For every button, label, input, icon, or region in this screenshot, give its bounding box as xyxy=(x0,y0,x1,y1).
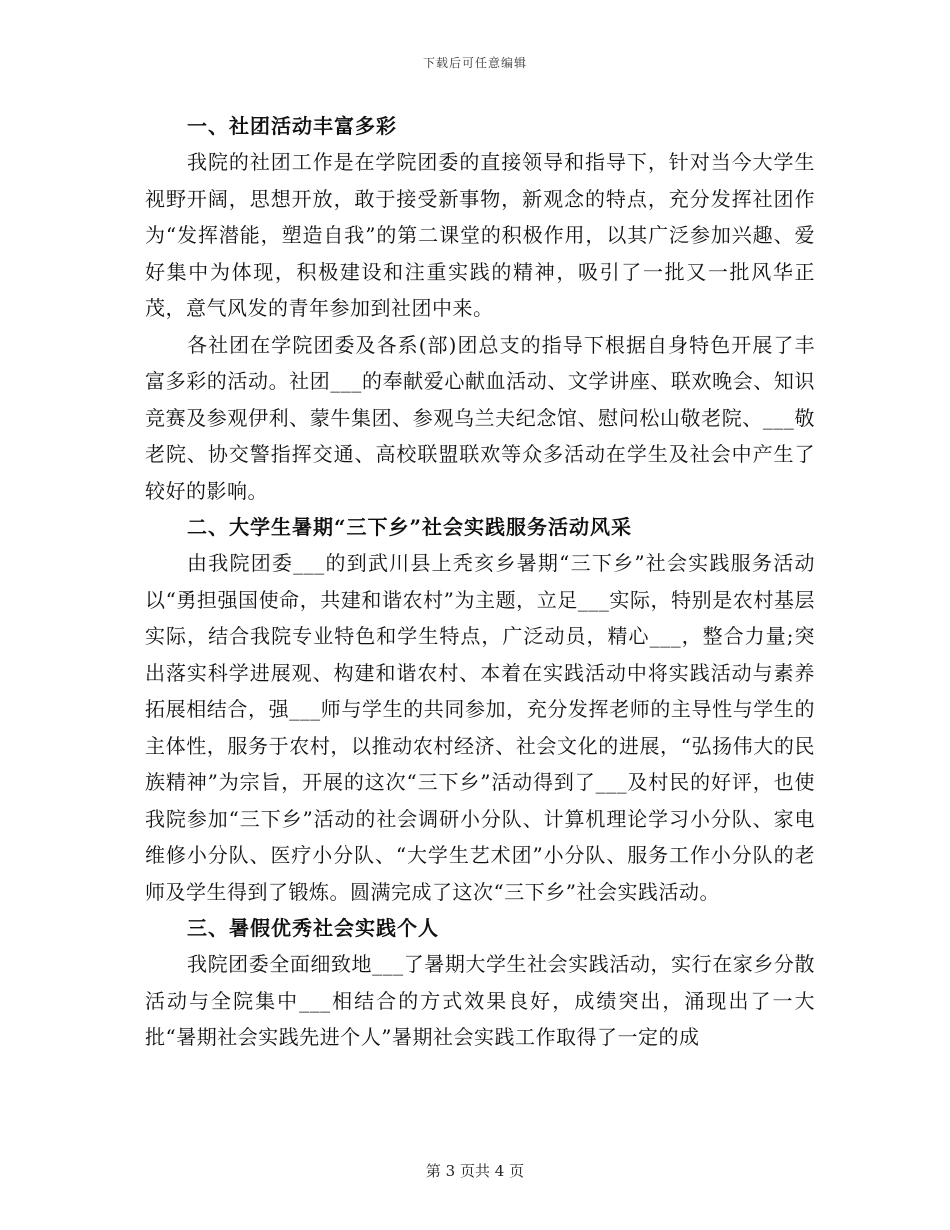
paragraph: 我院团委全面细致地___了暑期大学生社会实践活动，实行在家乡分散活动与全院集中___相结合的方式效果良好，成绩突出，涌现出了一大批“暑期社会实践先进个人”暑期社会实践工作取得了一定的成 xyxy=(145,952,815,1049)
paragraph: 各社团在学院团委及各系(部)团总支的指导下根据自身特色开展了丰富多彩的活动。社团___的奉献爱心献血活动、文学讲座、联欢晚会、知识竞赛及参观伊利、蒙牛集团、参观乌兰夫纪念馆、慰问松山敬老院、___敬老院、协交警指挥交通、高校联盟联欢等众多活动在学生及社会中产生了较好的影响。 xyxy=(145,332,815,503)
page-footer: 第 3 页共 4 页 xyxy=(425,1162,525,1180)
page-header: 下载后可任意编辑 xyxy=(422,56,527,70)
section-heading: 一、社团活动丰富多彩 xyxy=(187,114,397,138)
section-heading: 二、大学生暑期“三下乡”社会实践服务活动风采 xyxy=(187,515,633,539)
document-body xyxy=(145,108,815,1056)
paragraph: 我院的社团工作是在学院团委的直接领导和指导下，针对当今大学生视野开阔，思想开放，敢于接受新事物，新观念的特点，充分发挥社团作为“发挥潜能，塑造自我”的第二课堂的积极作用，以其广泛参加兴趣、爱好集中为体现，积极建设和注重实践的精神，吸引了一批又一批风华正茂，意气风发的青年参加到社团中来。 xyxy=(145,150,815,320)
section-heading: 三、暑假优秀社会实践个人 xyxy=(187,916,439,940)
paragraph: 由我院团委___的到武川县上秃亥乡暑期“三下乡”社会实践服务活动以“勇担强国使命，共建和谐农村”为主题，立足___实际，特别是农村基层实际，结合我院专业特色和学生特点，广泛动员，精心___，整合力量;突出落实科学进展观、构建和谐农村、本着在实践活动中将实践活动与素养拓展相结合，强___师与学生的共同参加，充分发挥老师的主导性与学生的主体性，服务于农村，以推动农村经济、社会文化的进展，“弘扬伟大的民族精神”为宗旨，开展的这次“三下乡”活动得到了___及村民的好评，也使我院参加“三下乡”活动的社会调研小分队、计算机理论学习小分队、家电维修小分队、医疗小分队、“大学生艺术团”小分队、服务工作小分队的老师及学生得到了锻炼。圆满完成了这次“三下乡”社会实践活动。 xyxy=(145,551,815,904)
